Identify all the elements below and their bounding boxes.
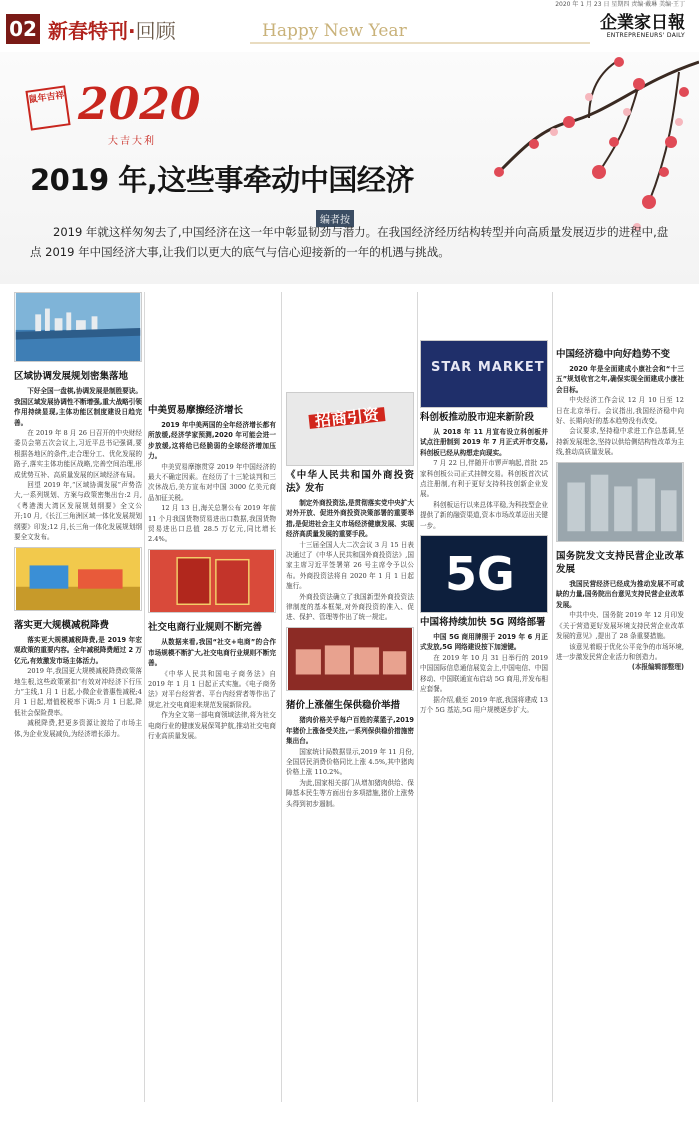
private-body-2: 该意见着眼于优化公平竞争的市场环境,进一步激发民营企业活力和创造力。 — [556, 642, 684, 661]
tax-body-2: 减税降费,把更多资源让渡给了市场主体,为企业发展减负,为经济增长添力。 — [14, 719, 142, 738]
fiveg-headline: 中国将持续加快 5G 网络部署 — [420, 617, 546, 629]
banner — [0, 52, 699, 284]
column-1 — [14, 292, 142, 1102]
year-subtitle: 大吉大利 — [108, 136, 156, 147]
sci-board-lead: 从 2018 年 11 月宣布设立科创板并试点注册制到 2019 年 7 月正式开市交易,科创板已经从构想走向现实。 — [420, 428, 548, 457]
conference-body-2: 会议要求,坚持稳中求进工作总基调,坚持新发展理念,坚持以供给侧结构性改革为主线,推动高质量发展。 — [556, 427, 684, 457]
pork-market-photo — [286, 627, 414, 691]
column-divider — [281, 292, 282, 1102]
fdi-headline: 《中华人民共和国外商投资法》发布 — [286, 470, 414, 494]
page-header — [0, 10, 699, 50]
fdi-body-1: 十三届全国人大二次会议 3 月 15 日表决通过了《中华人民共和国外商投资法》,国家主席习近平签署第 26 号主席令予以公布。外商投资法将自 2020 年 1 月 1 日起施行。 — [286, 540, 414, 591]
page-number: 02 — [6, 14, 40, 44]
fiveg-body-2: 据介绍,截至 2019 年底,我国将建成 13 万个 5G 基站,5G 用户规模逐步扩大。 — [420, 695, 548, 714]
section-main: 新春特刊· — [48, 19, 136, 43]
regional-lead: 下好全国一盘棋,协调发展是制胜要诀。我国区域发展协调性不断增强,重大战略引领作用持续显现,主体功能区制度建设日趋完善。 — [14, 387, 142, 427]
industrial-photo — [14, 547, 142, 611]
conference-lead: 2020 年是全面建成小康社会和“十三五”规划收官之年,确保实现全面建成小康社会目标。 — [556, 365, 684, 394]
section-title — [48, 16, 176, 46]
section-sub: 回顾 — [135, 19, 176, 43]
ecommerce-headline: 社交电商行业规则不断完善 — [148, 622, 263, 634]
trade-body-1: 中美贸易摩擦贯穿 2019 年中国经济的最大不确定因素。在经历了十三轮谈判和三次休战后,美方宣布对中国 3000 亿美元商品加征关税。 — [148, 462, 276, 502]
ecommerce-body-1: 《中华人民共和国电子商务法》自 2019 年 1 月 1 日起正式实施。《电子商务法》对平台经营者、平台内经营者等作出了规定,社交电商迎来规范发展新阶段。 — [148, 669, 276, 709]
regional-body-1: 在 2019 年 8 月 26 日召开的中央财经委员会第五次会议上,习近平总书记强调,要根据各地区的条件,走合理分工、优化发展的路子,落实主体功能区战略,完善空间治理,形成优势互补、高质量发展的区域经济布局。 — [14, 429, 142, 479]
sci-board-body-2: 科创板运行以来总体平稳,为科技型企业提供了新的融资渠道,资本市场改革迈出关键一步。 — [420, 500, 548, 530]
fdi-body-2: 外商投资法确立了我国新型外商投资法律制度的基本框架,对外商投资的准入、促进、保护、管理等作出了统一规定。 — [286, 592, 414, 622]
column-divider — [144, 292, 145, 1102]
trade-body-2: 12 月 13 日,海关总署公布 2019 年前 11 个月我国货物贸易进出口数据,我国货物贸易进出口总值 28.5 万亿元,同比增长 2.4%。 — [148, 504, 276, 544]
pork-body-2: 为此,国家相关部门从增加猪肉供给、保障基本民生等方面出台多项措施,猪价上涨势头得到初步遏制。 — [286, 778, 414, 808]
factory-photo — [556, 462, 684, 542]
investment-photo — [286, 392, 414, 466]
column-2 — [148, 292, 276, 1102]
fiveg-text: 5G — [445, 547, 515, 602]
column-4 — [420, 292, 548, 1102]
fiveg-body-1: 在 2019 年 10 月 31 日举行的 2019 中国国际信息通信展览会上,中国电信、中国移动、中国联通宣布启动 5G 商用,并发布相应套餐。 — [420, 653, 548, 694]
main-headline: 2019 年,这些事牵动中国经济 — [30, 163, 414, 197]
fdi-lead: 制定外商投资法,是贯彻落实党中央扩大对外开放、促进外商投资决策部署的重要举措,是促进社会主义市场经济健康发展、实现经济高质量发展的重要手段。 — [286, 499, 414, 539]
sci-board-headline: 科创板推动股市迎来新阶段 — [420, 412, 535, 423]
conference-headline: 中国经济稳中向好趋势不变 — [556, 349, 671, 360]
tax-lead: 落实更大规模减税降费,是 2019 年宏观政策的重要内容。全年减税降费超过 2 万亿元,有效激发市场主体活力。 — [14, 635, 142, 665]
regional-headline: 区域协调发展规划密集落地 — [14, 371, 129, 383]
seal-stamp: 鼠年吉祥 — [25, 85, 70, 130]
newspaper-logo — [575, 14, 685, 40]
ecommerce-body-2: 作为全文第一部电商领域法律,将为社交电商行业的健康发展保驾护航,推动社交电商行业高质量发展。 — [148, 711, 276, 740]
editor-note-tag: 编者按 — [316, 210, 354, 227]
regional-body-2: 回望 2019 年,“区域协调发展”声势浩大,一系列规划、方案与政策密集出台:2 月,《粤港澳大湾区发展规划纲要》全文公开;10 月,《长江三角洲区域一体化发展规划纲要》印发;12 月,长三角一体化发展规划纲要全文发布。 — [14, 481, 142, 542]
column-5 — [556, 292, 684, 1102]
investment-photo-text: 招商引资 — [308, 407, 385, 429]
column-3 — [286, 292, 414, 1102]
star-market-text: STAR MARKET — [431, 360, 545, 375]
conference-body-1: 中央经济工作会议 12 月 10 日至 12 日在北京举行。会议指出,我国经济稳中向好、长期向好的基本趋势没有改变。 — [556, 396, 684, 426]
tax-headline: 落实更大规模减税降费 — [14, 619, 110, 631]
editorial-credit: (本报编辑部整理) — [631, 663, 684, 672]
logo-cn: 企業家日報 — [600, 13, 685, 33]
greeting: Happy New Year — [262, 21, 407, 41]
pork-body-1: 国家统计局数据显示,2019 年 11 月份,全国居民消费价格同比上涨 4.5%,其中猪肉价格上涨 110.2%。 — [286, 747, 414, 777]
fiveg-lead: 中国 5G 商用牌照于 2019 年 6 月正式发放,5G 网络建设按下加速键。 — [420, 633, 548, 652]
trade-lead: 2019 年中美两国的全年经济增长都有所放缓,经济学家预测,2020 年可能会进一步放缓,这将给已经脆弱的全球经济增加压力。 — [148, 421, 276, 461]
header-rule — [250, 42, 590, 44]
star-market-photo — [420, 340, 548, 408]
private-headline: 国务院发文支持民营企业改革发展 — [556, 551, 684, 576]
editor-note-text: 2019 年就这样匆匆去了,中国经济在这一年中彰显韧劲与潜力。在我国经济经历结构转型并向高质量发展迈步的进程中,盘点 2019 年中国经济大事,让我们以更大的底气与信心迎接新的一年的机遇与挑战。 — [30, 225, 669, 259]
tax-body-1: 2019 年,我国更大规模减税降费政策落地生根,这些政策紧扣“有效对冲经济下行压力”主线,1 月 1 日起,小微企业普惠性减税;4 月 1 日起,增值税税率下调;5 月 1 日起,降低社会保险费率。 — [14, 667, 142, 717]
ecommerce-lead: 从数据来看,我国“社交+电商”的合作市场规模不断扩大,社交电商行业规则不断完善。 — [148, 638, 276, 668]
pork-headline: 猪价上涨催生保供稳价举措 — [286, 700, 401, 712]
logo-en: ENTREPRENEURS' DAILY — [606, 32, 685, 39]
private-body-1: 中共中央、国务院 2019 年 12 月印发《关于营造更好发展环境支持民营企业改革发展的意见》,提出了 28 条重要措施。 — [556, 611, 684, 641]
private-lead: 我国民营经济已经成为推动发展不可或缺的力量,国务院出台意见支持民营企业改革发展。 — [556, 580, 684, 609]
city-coast-photo — [14, 292, 142, 362]
law-book-photo — [148, 549, 276, 613]
year-art: 2020 — [78, 79, 201, 130]
column-divider — [552, 292, 553, 1102]
fiveg-photo — [420, 535, 548, 613]
pork-lead: 猪肉价格关乎每户百姓的菜篮子,2019 年猪价上涨备受关注,一系列保供稳价措施密集出台。 — [286, 716, 414, 746]
masthead-dateline: 2020 年 1 月 23 日 星期四 责编·戴琳 美编·王丁 — [555, 1, 685, 8]
column-divider — [417, 292, 418, 1102]
trade-headline: 中美贸易摩擦经济增长 — [148, 405, 244, 416]
sci-board-body-1: 7 月 22 日,伴随开市锣声响起,首批 25 家科创板公司正式挂牌交易。科创板首次试点注册制,有利于更好支持科技创新企业发展。 — [420, 459, 548, 499]
